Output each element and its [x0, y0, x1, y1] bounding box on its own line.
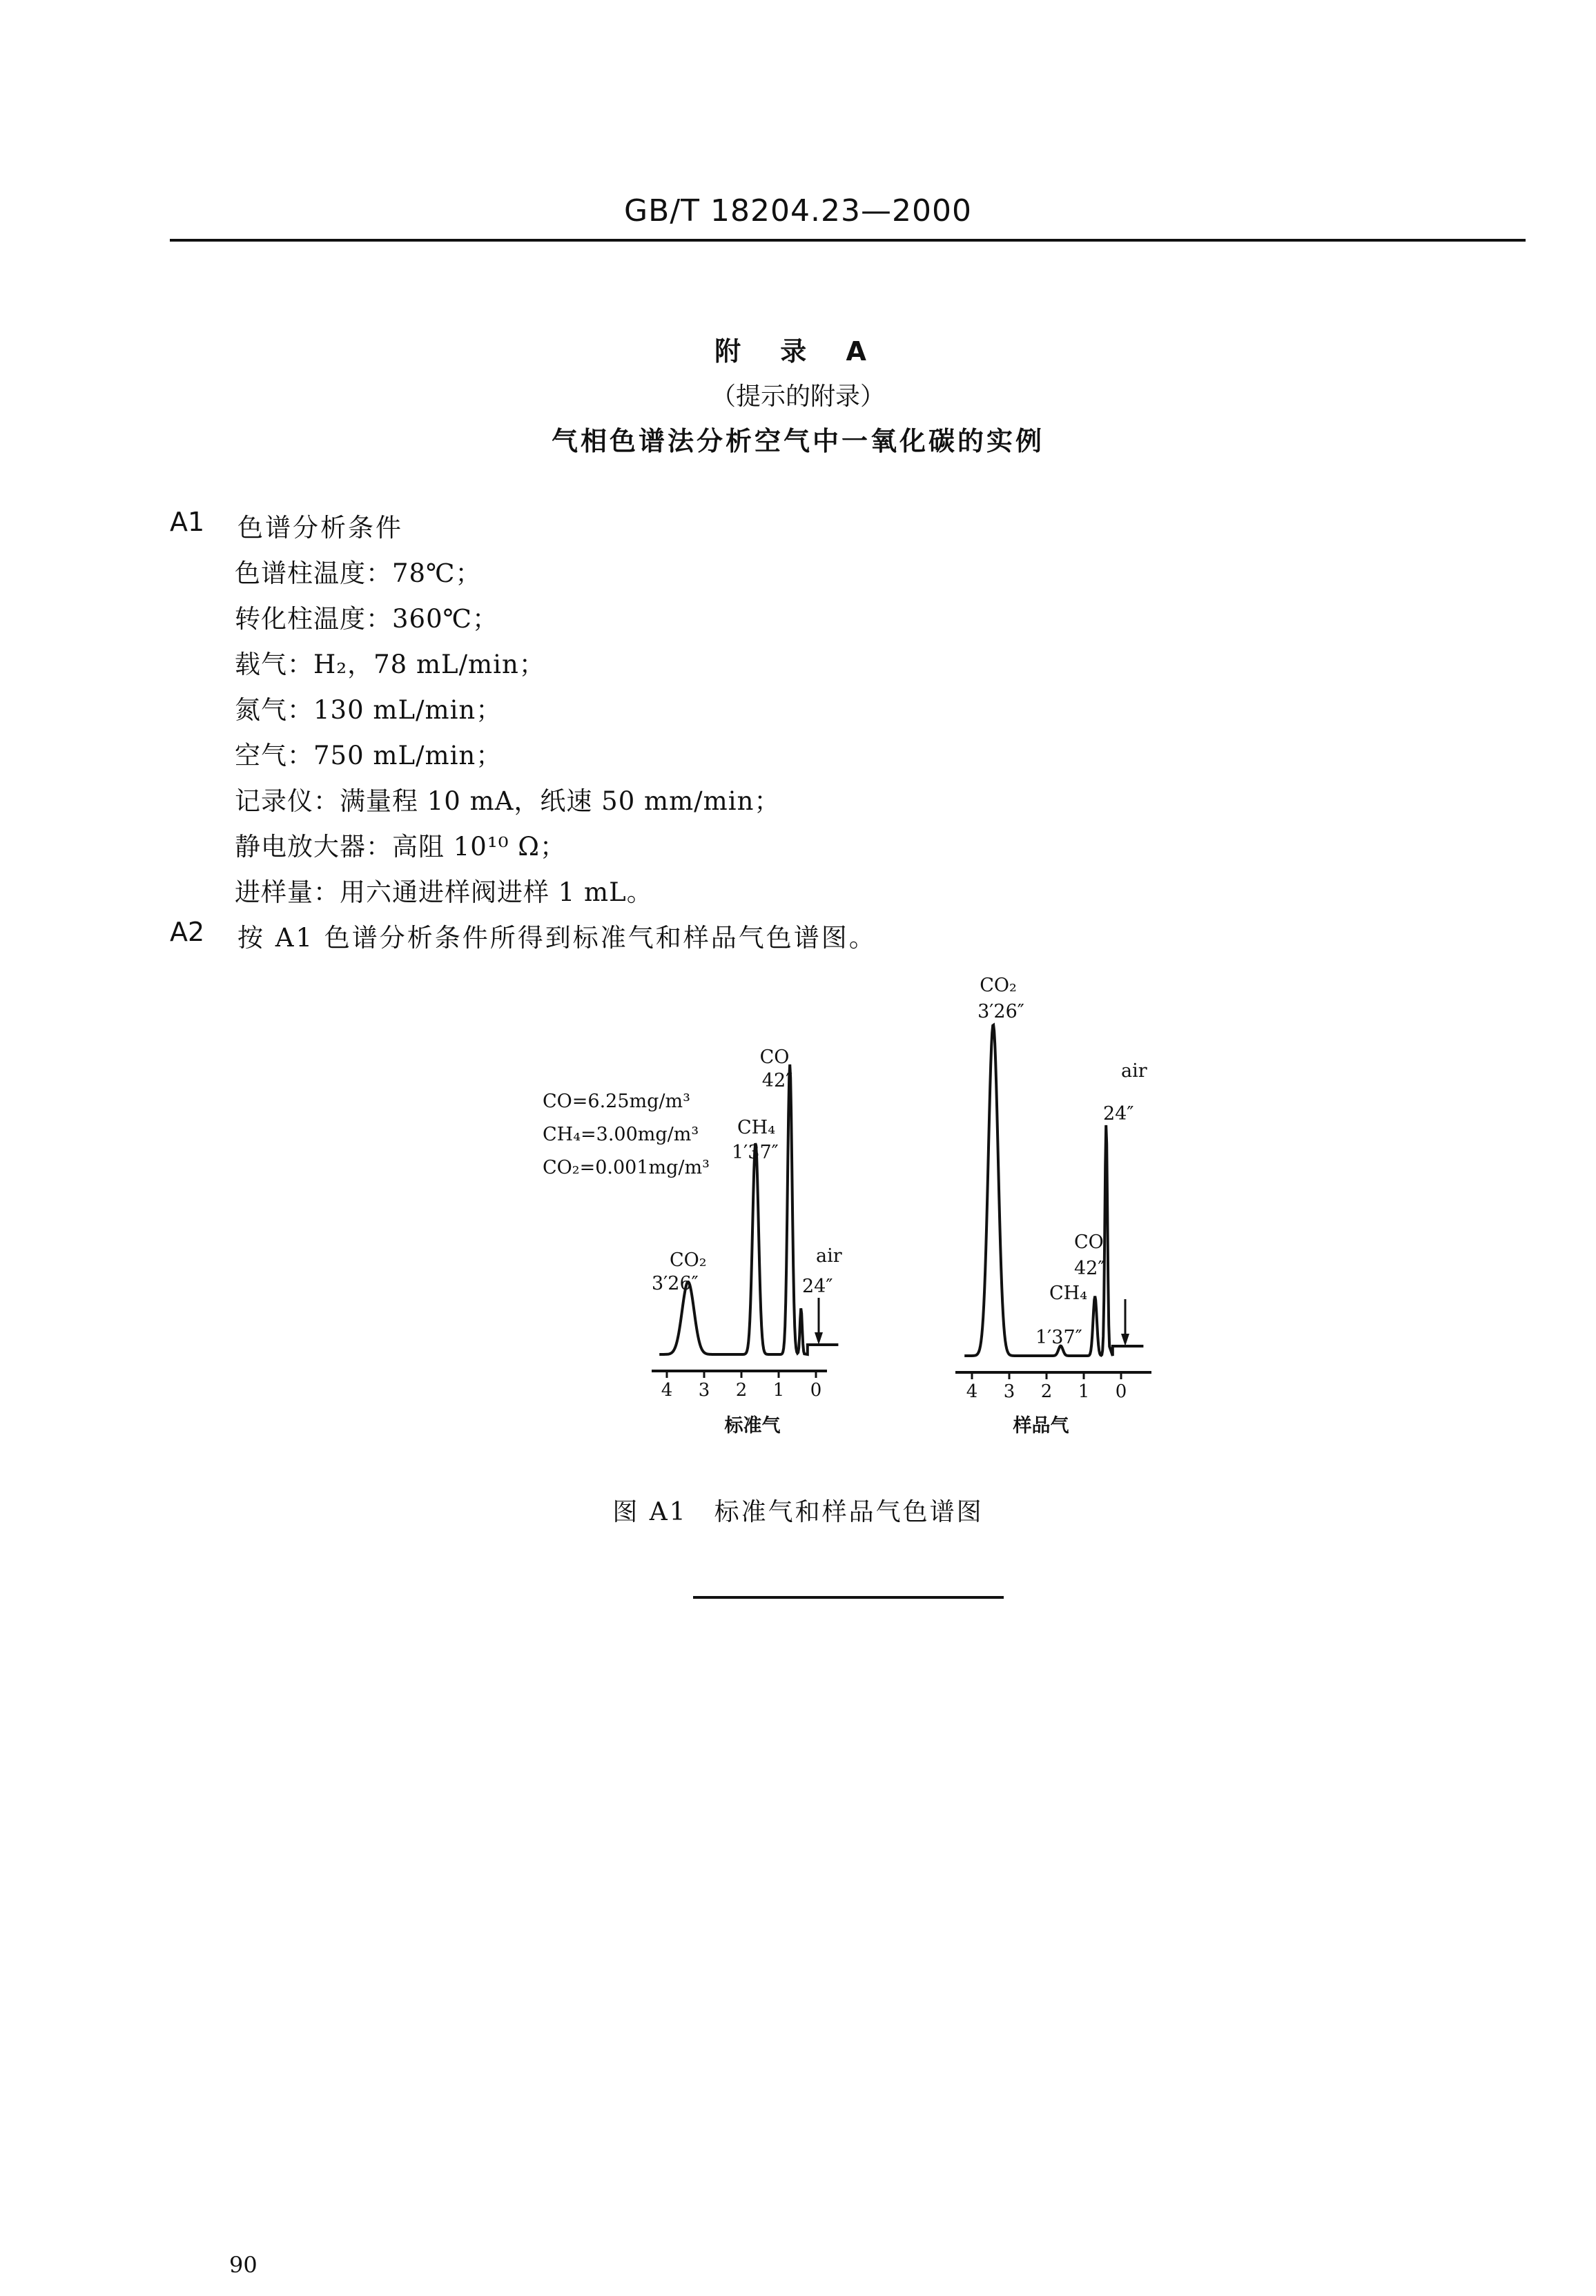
smp-peak-label-air: air [1121, 1060, 1147, 1082]
appendix-heading: 气相色谱法分析空气中一氧化碳的实例 [551, 426, 1044, 456]
std-peak-label-co2: CO₂ [670, 1249, 707, 1271]
condition-recorder: 记录仪：满量程 10 mA，纸速 50 mm/min； [235, 786, 781, 816]
std-x-ticks [661, 1371, 822, 1401]
std-peak-label-ch4: CH₄ [737, 1117, 776, 1138]
std-arrow-head [815, 1332, 823, 1345]
x-tick-label: 4 [966, 1381, 978, 1402]
smp-peak-time-air: 24″ [1103, 1103, 1134, 1125]
smp-peak-time-co: 42″ [1074, 1258, 1105, 1279]
section-a1-title: 色谱分析条件 [237, 513, 403, 543]
sample-chromatogram [955, 975, 1151, 1437]
x-tick-label: 0 [1115, 1381, 1127, 1402]
x-tick-label: 2 [1040, 1381, 1053, 1402]
std-peak-time-ch4: 1′37″ [732, 1142, 779, 1163]
standard-code: GB/T 18204.23—2000 [624, 193, 972, 228]
condition-amplifier: 静电放大器：高阻 10¹⁰ Ω； [235, 832, 566, 862]
std-chromatogram [543, 1047, 842, 1437]
std-peak-label-co: CO [759, 1047, 790, 1068]
smp-peak-label-co2: CO₂ [980, 975, 1017, 996]
x-tick-label: 1 [1078, 1381, 1090, 1402]
smp-peak-label-ch4: CH₄ [1049, 1283, 1088, 1304]
condition-injection: 进样量：用六通进样阀进样 1 mL。 [235, 877, 653, 907]
std-chart-label: 标准气 [724, 1415, 781, 1437]
smp-peak-time-co2: 3′26″ [977, 1001, 1024, 1022]
appendix-title: 附 录 A [714, 336, 882, 367]
std-legend-line-co: CO=6.25mg/m³ [543, 1091, 690, 1112]
chromatogram-figure [0, 953, 1596, 1463]
x-tick-label: 4 [661, 1380, 673, 1401]
std-peak-time-co: 42″ [761, 1070, 793, 1091]
header-rule [170, 239, 1526, 242]
x-tick-label: 3 [1003, 1381, 1015, 1402]
smp-arrow-head [1121, 1334, 1129, 1346]
section-a1-number: A1 [170, 507, 205, 537]
x-tick-label: 0 [810, 1380, 822, 1401]
std-legend-line-co2: CO₂=0.001mg/m³ [543, 1157, 710, 1178]
page-number: 90 [229, 2252, 257, 2278]
std-peak-label-air: air [816, 1245, 842, 1267]
std-legend-line-ch4: CH₄=3.00mg/m³ [543, 1124, 699, 1145]
figure-caption: 图 A1 标准气和样品气色谱图 [612, 1498, 984, 1526]
section-a2-text: 按 A1 色谱分析条件所得到标准气和样品气色谱图。 [237, 923, 877, 953]
smp-peak-label-co: CO [1074, 1232, 1104, 1253]
x-tick-label: 1 [772, 1380, 785, 1401]
condition-nitrogen: 氮气：130 mL/min； [235, 695, 503, 725]
end-rule [693, 1596, 1004, 1599]
appendix-subtitle: （提示的附录） [710, 382, 885, 411]
smp-chart-label: 样品气 [1013, 1415, 1069, 1437]
x-tick-label: 2 [735, 1380, 748, 1401]
condition-column-temp: 色谱柱温度：78℃； [235, 558, 482, 588]
smp-x-ticks [966, 1372, 1127, 1402]
std-peak-time-air: 24″ [802, 1276, 833, 1297]
smp-peak-time-ch4: 1′37″ [1035, 1327, 1082, 1348]
std-peak-time-co2: 3′26″ [652, 1273, 699, 1294]
section-a2-number: A2 [170, 917, 205, 947]
x-tick-label: 3 [698, 1380, 710, 1401]
condition-air: 空气：750 mL/min； [235, 741, 503, 770]
smp-trace-line [964, 1025, 1143, 1356]
condition-carrier-gas: 载气：H₂，78 mL/min； [235, 650, 545, 679]
condition-converter-temp: 转化柱温度：360℃； [235, 604, 499, 634]
